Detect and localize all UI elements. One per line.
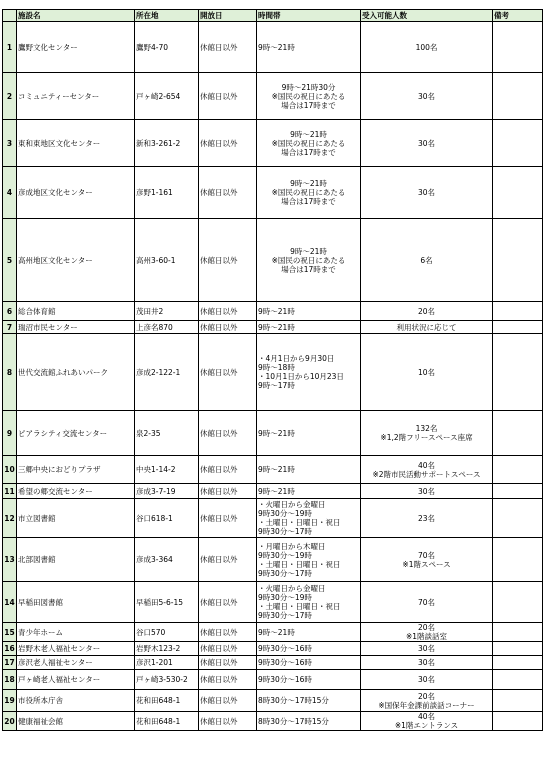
facility-name: 早稲田図書館	[17, 582, 135, 623]
facility-address: 茂田井2	[135, 302, 199, 321]
row-number: 3	[3, 120, 17, 167]
facility-open-days: 休館日以外	[199, 642, 257, 656]
capacity-value: 20名	[417, 306, 436, 316]
facility-name: 総合体育館	[17, 302, 135, 321]
facility-address: 戸ヶ崎3-530-2	[135, 670, 199, 690]
capacity-value: 30名	[417, 644, 436, 653]
facility-name: 三郷中央におどりプラザ	[17, 456, 135, 484]
facility-notes	[493, 582, 543, 623]
facility-capacity	[361, 670, 493, 690]
facility-notes	[493, 623, 543, 642]
facility-address: 花和田648-1	[135, 712, 199, 731]
capacity-value: 100名	[415, 42, 438, 52]
facility-notes	[493, 167, 543, 219]
facility-notes	[493, 321, 543, 334]
facility-name: 彦沢老人福祉センター	[17, 656, 135, 670]
facility-address: 彦野1-161	[135, 167, 199, 219]
capacity-note: ※1階談話室	[405, 632, 448, 641]
facility-open-days: 休館日以外	[199, 411, 257, 456]
capacity-value: 6名	[420, 255, 433, 265]
facility-capacity	[361, 690, 493, 712]
facility-name: 市立図書館	[17, 499, 135, 538]
facility-address: 鷹野4-70	[135, 22, 199, 73]
capacity-value: 30名	[417, 658, 436, 667]
facility-capacity	[361, 656, 493, 670]
table-row	[3, 656, 543, 670]
capacity-value: 20名	[417, 623, 436, 632]
facility-capacity	[361, 120, 493, 167]
facility-hours: 9時～21時	[257, 411, 361, 456]
table-row	[3, 538, 543, 582]
facility-address: 高州3-60-1	[135, 219, 199, 302]
facility-address: 新和3-261-2	[135, 120, 199, 167]
facility-notes	[493, 656, 543, 670]
capacity-value: 30名	[417, 486, 436, 496]
row-number: 7	[3, 321, 17, 334]
facility-name: ピアラシティ交流センター	[17, 411, 135, 456]
facility-address: 戸ヶ崎2-654	[135, 73, 199, 120]
capacity-value: 70名	[417, 550, 436, 560]
capacity-value: 40名	[417, 712, 436, 721]
header-capacity: 受入可能人数	[361, 10, 493, 22]
facility-notes	[493, 642, 543, 656]
facility-name: 世代交流館ふれあいパーク	[17, 334, 135, 411]
facility-address: 彦成2-122-1	[135, 334, 199, 411]
facility-capacity	[361, 642, 493, 656]
facility-open-days: 休館日以外	[199, 656, 257, 670]
facility-hours: ・火曜日から金曜日 9時30分～19時 ・土曜日・日曜日・祝日 9時30分～17時	[257, 582, 361, 623]
facility-hours: 9時30分～16時	[257, 642, 361, 656]
facility-capacity	[361, 22, 493, 73]
facility-capacity	[361, 484, 493, 499]
facility-open-days: 休館日以外	[199, 334, 257, 411]
facility-open-days: 休館日以外	[199, 670, 257, 690]
facility-name: 市役所本庁舎	[17, 690, 135, 712]
facility-capacity	[361, 411, 493, 456]
row-number: 1	[3, 22, 17, 73]
table-row	[3, 582, 543, 623]
facility-hours: ・火曜日から金曜日 9時30分～19時 ・土曜日・日曜日・祝日 9時30分～17時	[257, 499, 361, 538]
facility-name: 健康福祉会館	[17, 712, 135, 731]
table-row	[3, 219, 543, 302]
header-no	[3, 10, 17, 22]
capacity-value: 40名	[417, 460, 436, 470]
facility-address: 谷口618-1	[135, 499, 199, 538]
facility-open-days: 休館日以外	[199, 582, 257, 623]
facility-open-days: 休館日以外	[199, 484, 257, 499]
table-row	[3, 334, 543, 411]
facility-name: 戸ヶ崎老人福祉センター	[17, 670, 135, 690]
table-row	[3, 321, 543, 334]
capacity-value: 30名	[417, 188, 436, 197]
facility-open-days: 休館日以外	[199, 456, 257, 484]
row-number: 6	[3, 302, 17, 321]
facility-open-days: 休館日以外	[199, 219, 257, 302]
table-row	[3, 22, 543, 73]
header-row	[3, 10, 543, 22]
row-number: 9	[3, 411, 17, 456]
table-row	[3, 670, 543, 690]
capacity-value: 30名	[417, 91, 436, 101]
row-number: 15	[3, 623, 17, 642]
row-number: 14	[3, 582, 17, 623]
facility-open-days: 休館日以外	[199, 499, 257, 538]
table-row	[3, 302, 543, 321]
table-row	[3, 411, 543, 456]
facility-name: 希望の郷交流センター	[17, 484, 135, 499]
facility-rows	[3, 22, 543, 731]
facility-notes	[493, 456, 543, 484]
capacity-note: ※1階スペース	[402, 559, 451, 569]
row-number: 18	[3, 670, 17, 690]
facility-address: 谷口570	[135, 623, 199, 642]
facility-address: 彦沢1-201	[135, 656, 199, 670]
facility-name: 岩野木老人福祉センター	[17, 642, 135, 656]
capacity-value: 70名	[417, 597, 436, 607]
capacity-value: 132名	[415, 424, 438, 433]
facility-hours: 9時～21時	[257, 321, 361, 334]
table-row	[3, 499, 543, 538]
facility-open-days: 休館日以外	[199, 73, 257, 120]
capacity-value: 10名	[417, 367, 436, 377]
facility-address: 彦成3-7-19	[135, 484, 199, 499]
row-number: 20	[3, 712, 17, 731]
header-hours: 時間帯	[257, 10, 361, 22]
header-facility-name: 施設名	[17, 10, 135, 22]
facility-address: 泉2-35	[135, 411, 199, 456]
facility-name: 鷹野文化センター	[17, 22, 135, 73]
capacity-note: ※2階市民活動サポートスペース	[372, 469, 481, 479]
facility-name: コミュニティーセンター	[17, 73, 135, 120]
facility-notes	[493, 120, 543, 167]
facility-notes	[493, 670, 543, 690]
row-number: 4	[3, 167, 17, 219]
facility-capacity	[361, 623, 493, 642]
table-row	[3, 690, 543, 712]
facility-table	[2, 9, 543, 731]
facility-notes	[493, 73, 543, 120]
facility-capacity	[361, 456, 493, 484]
capacity-value: 20名	[417, 691, 436, 701]
facility-hours: 8時30分～17時15分	[257, 690, 361, 712]
facility-notes	[493, 690, 543, 712]
facility-notes	[493, 499, 543, 538]
facility-notes	[493, 712, 543, 731]
row-number: 5	[3, 219, 17, 302]
facility-open-days: 休館日以外	[199, 690, 257, 712]
facility-hours: 9時30分～16時	[257, 670, 361, 690]
facility-address: 上彦名870	[135, 321, 199, 334]
facility-address: 花和田648-1	[135, 690, 199, 712]
facility-open-days: 休館日以外	[199, 712, 257, 731]
facility-notes	[493, 411, 543, 456]
facility-name: 高州地区文化センター	[17, 219, 135, 302]
capacity-value: 30名	[417, 138, 436, 148]
facility-open-days: 休館日以外	[199, 302, 257, 321]
facility-capacity	[361, 499, 493, 538]
table-row	[3, 167, 543, 219]
facility-name: 東和東地区文化センター	[17, 120, 135, 167]
capacity-value: 23名	[417, 513, 436, 523]
row-number: 10	[3, 456, 17, 484]
facility-sheet	[2, 9, 543, 731]
table-row	[3, 623, 543, 642]
facility-capacity	[361, 334, 493, 411]
row-number: 8	[3, 334, 17, 411]
capacity-value: 30名	[417, 675, 436, 684]
row-number: 2	[3, 73, 17, 120]
row-number: 12	[3, 499, 17, 538]
facility-name: 青少年ホーム	[17, 623, 135, 642]
facility-capacity	[361, 219, 493, 302]
facility-capacity	[361, 167, 493, 219]
facility-open-days: 休館日以外	[199, 22, 257, 73]
facility-open-days: 休館日以外	[199, 321, 257, 334]
row-number: 11	[3, 484, 17, 499]
capacity-note: ※1,2階フリースペース座席	[380, 433, 473, 442]
facility-capacity	[361, 302, 493, 321]
facility-hours: 9時～21時 ※国民の祝日にあたる 場合は17時まで	[257, 219, 361, 302]
table-row	[3, 73, 543, 120]
capacity-note: ※国保年金課前談話コーナー	[378, 700, 475, 710]
facility-hours: 8時30分～17時15分	[257, 712, 361, 731]
table-row	[3, 456, 543, 484]
facility-open-days: 休館日以外	[199, 623, 257, 642]
facility-notes	[493, 538, 543, 582]
table-row	[3, 484, 543, 499]
table-row	[3, 712, 543, 731]
header-notes: 備考	[493, 10, 543, 22]
facility-hours: 9時～21時	[257, 456, 361, 484]
facility-hours: 9時～21時30分 ※国民の祝日にあたる 場合は17時まで	[257, 73, 361, 120]
row-number: 13	[3, 538, 17, 582]
facility-name: 瑞沼市民センター	[17, 321, 135, 334]
capacity-value: 利用状況に応じて	[396, 322, 457, 332]
facility-address: 中央1-14-2	[135, 456, 199, 484]
facility-open-days: 休館日以外	[199, 120, 257, 167]
facility-hours: 9時～21時	[257, 623, 361, 642]
facility-hours: 9時～21時	[257, 302, 361, 321]
facility-notes	[493, 334, 543, 411]
facility-address: 岩野木123-2	[135, 642, 199, 656]
header-address: 所在地	[135, 10, 199, 22]
facility-hours: 9時～21時 ※国民の祝日にあたる 場合は17時まで	[257, 120, 361, 167]
facility-capacity	[361, 712, 493, 731]
facility-hours: 9時～21時	[257, 484, 361, 499]
facility-hours: ・月曜日から木曜日 9時30分～19時 ・土曜日・日曜日・祝日 9時30分～17時	[257, 538, 361, 582]
facility-hours: 9時30分～16時	[257, 656, 361, 670]
row-number: 19	[3, 690, 17, 712]
facility-open-days: 休館日以外	[199, 167, 257, 219]
facility-notes	[493, 22, 543, 73]
facility-capacity	[361, 73, 493, 120]
table-row	[3, 642, 543, 656]
facility-name: 北部図書館	[17, 538, 135, 582]
facility-capacity	[361, 538, 493, 582]
facility-notes	[493, 219, 543, 302]
row-number: 17	[3, 656, 17, 670]
facility-hours: 9時～21時 ※国民の祝日にあたる 場合は17時まで	[257, 167, 361, 219]
facility-capacity	[361, 321, 493, 334]
facility-name: 彦成地区文化センター	[17, 167, 135, 219]
facility-notes	[493, 302, 543, 321]
facility-notes	[493, 484, 543, 499]
facility-address: 彦成3-364	[135, 538, 199, 582]
capacity-note: ※1階エントランス	[394, 721, 459, 730]
header-open-days: 開放日	[199, 10, 257, 22]
row-number: 16	[3, 642, 17, 656]
facility-hours: ・4月1日から9月30日 9時～18時 ・10月1日から10月23日 9時～17時	[257, 334, 361, 411]
facility-open-days: 休館日以外	[199, 538, 257, 582]
table-row	[3, 120, 543, 167]
facility-hours: 9時～21時	[257, 22, 361, 73]
facility-address: 早稲田5-6-15	[135, 582, 199, 623]
facility-capacity	[361, 582, 493, 623]
